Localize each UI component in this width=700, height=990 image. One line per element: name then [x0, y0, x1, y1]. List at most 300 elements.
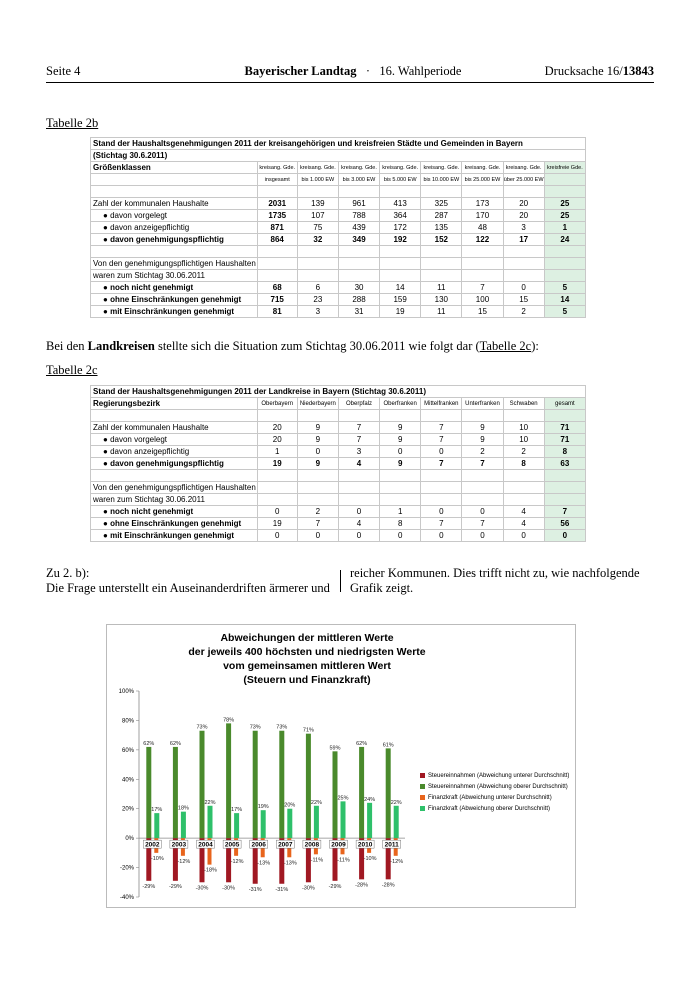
column-subheader: bis 10.000 EW: [421, 174, 462, 186]
cell-value: 130: [421, 294, 462, 306]
row-label-text: mit Einschränkungen genehmigt: [110, 307, 235, 316]
cell-value: 14: [380, 282, 421, 294]
cell-value: 135: [421, 222, 462, 234]
cell-value: 10: [503, 422, 544, 434]
table-2c-link[interactable]: Tabelle 2c: [479, 339, 532, 353]
chart-title-line: (Steuern und Finanzkraft): [243, 674, 371, 686]
data-label: -31%: [275, 886, 289, 893]
bullet-icon: ●: [103, 235, 108, 244]
data-label: -30%: [301, 885, 315, 892]
spacer-cell: [462, 494, 503, 506]
cell-value: 287: [421, 210, 462, 222]
cell-value: 8: [544, 446, 585, 458]
cell-value: 871: [257, 222, 297, 234]
spacer-cell: [421, 270, 462, 282]
spacer-cell: [380, 186, 421, 198]
data-label: -11%: [310, 857, 324, 864]
cell-value: 715: [257, 294, 297, 306]
row-label: [91, 282, 258, 294]
data-label: -28%: [381, 882, 395, 889]
y-tick-label: 100%: [118, 689, 134, 695]
cell-value: 2: [503, 306, 544, 318]
spacer-cell: [462, 258, 503, 270]
cell-value: 0: [257, 530, 297, 542]
bullet-icon: ●: [103, 223, 108, 232]
spacer-cell: [503, 246, 544, 258]
cell-value: 7: [421, 434, 462, 446]
y-tick-label: 20%: [121, 806, 134, 813]
caption-table-2c: Tabelle 2c: [46, 363, 98, 377]
note-text: waren zum Stichtag 30.06.2011: [91, 270, 258, 282]
data-label: 62%: [143, 740, 155, 747]
data-label: -29%: [142, 883, 156, 890]
table-row: [91, 282, 586, 294]
cell-value: 20: [503, 210, 544, 222]
chart-title-line: der jeweils 400 höchsten und niedrigsten Werte: [188, 646, 426, 658]
data-label: 22%: [204, 799, 216, 806]
cell-value: 3: [503, 222, 544, 234]
data-label: -12%: [390, 858, 404, 865]
spacer-cell: [503, 186, 544, 198]
spacer-cell: [421, 246, 462, 258]
legend-label: Steuereinnahmen (Abweichung oberer Durchschnitt): [428, 784, 568, 790]
cell-value: 71: [544, 434, 585, 446]
category-label: 2002: [145, 841, 160, 849]
cell-value: 0: [257, 506, 297, 518]
data-label: -31%: [248, 886, 262, 893]
row-label-text: ohne Einschränkungen genehmigt: [110, 295, 242, 304]
table-row: [91, 294, 586, 306]
bar-steuer-oberer: [253, 731, 258, 838]
bullet-icon: ●: [103, 283, 108, 292]
spacer-cell: [544, 186, 585, 198]
cell-value: 7: [421, 422, 462, 434]
para-text-1: Bei den: [46, 339, 88, 353]
column-subheader: bis 1.000 EW: [297, 174, 338, 186]
bar-steuer-oberer: [279, 731, 284, 838]
bullet-icon: ●: [103, 307, 108, 316]
cell-value: 24: [544, 234, 585, 246]
data-label: 17%: [231, 807, 243, 814]
data-label: -29%: [168, 883, 182, 890]
spacer-cell: [380, 270, 421, 282]
row-label-text: noch nicht genehmigt: [110, 283, 194, 292]
zu2b-left-column: [46, 566, 332, 596]
legend-swatch: [420, 773, 425, 778]
cell-value: 0: [462, 506, 503, 518]
bar-finanz-oberer: [261, 810, 266, 838]
header-center: [198, 64, 508, 79]
column-header: Oberbayern: [257, 398, 297, 410]
cell-value: 2: [297, 506, 338, 518]
paragraph-landkreise: [46, 339, 539, 354]
spacer-cell: [544, 482, 585, 494]
cell-value: 30: [338, 282, 379, 294]
cell-value: 17: [503, 234, 544, 246]
legend-swatch: [420, 795, 425, 800]
row-label: [91, 458, 258, 470]
cell-value: 81: [257, 306, 297, 318]
column-header: gesamt: [544, 398, 585, 410]
para-bold: Landkreisen: [87, 339, 155, 353]
bullet-icon: ●: [103, 447, 108, 456]
category-label: 2007: [278, 841, 293, 849]
zu2b-right-text-2: Grafik zeigt.: [350, 581, 414, 595]
data-label: -10%: [150, 855, 164, 862]
table-title: Stand der Haushaltsgenehmigungen 2011 der Landkreise in Bayern (Stichtag 30.6.2011): [91, 386, 586, 398]
data-label: 17%: [151, 807, 163, 814]
y-tick-label: 0%: [125, 836, 134, 843]
column-header: kreisang. Gde.: [380, 162, 421, 174]
spacer-cell: [338, 470, 379, 482]
cell-value: 0: [380, 446, 421, 458]
cell-value: 1: [380, 506, 421, 518]
cell-value: 170: [462, 210, 503, 222]
cell-value: 7: [462, 458, 503, 470]
bar-finanz-oberer: [287, 809, 292, 838]
row-label-text: davon genehmigungspflichtig: [110, 235, 224, 244]
y-tick-label: 60%: [121, 747, 134, 754]
cell-value: 192: [380, 234, 421, 246]
cell-value: 68: [257, 282, 297, 294]
cell-value: 9: [462, 422, 503, 434]
chart-title-line: Abweichungen der mittleren Werte: [220, 632, 394, 644]
cell-value: 20: [257, 434, 297, 446]
cell-value: 20: [503, 198, 544, 210]
category-label: 2004: [198, 841, 213, 849]
deviation-chart: [106, 624, 576, 908]
column-header: kreisang. Gde.: [338, 162, 379, 174]
spacer-cell: [338, 258, 379, 270]
spacer-cell: [421, 482, 462, 494]
spacer-cell: [380, 246, 421, 258]
caption-table-2b: Tabelle 2b: [46, 116, 99, 130]
cell-value: 349: [338, 234, 379, 246]
header-rule: [46, 82, 654, 83]
cell-value: 0: [421, 530, 462, 542]
cell-value: 8: [503, 458, 544, 470]
category-label: 2006: [251, 841, 266, 849]
spacer-cell: [503, 470, 544, 482]
spacer-cell: [297, 258, 338, 270]
data-label: -30%: [195, 885, 209, 892]
row-label: [91, 294, 258, 306]
cell-value: 9: [462, 434, 503, 446]
cell-value: 15: [503, 294, 544, 306]
cell-value: 11: [421, 282, 462, 294]
cell-value: 23: [297, 294, 338, 306]
cell-value: 14: [544, 294, 585, 306]
cell-value: 0: [503, 282, 544, 294]
spacer-row: [91, 410, 586, 422]
bar-steuer-oberer: [146, 747, 151, 838]
cell-value: 2031: [257, 198, 297, 210]
cell-value: 173: [462, 198, 503, 210]
data-label: 20%: [284, 802, 296, 809]
cell-value: 31: [338, 306, 379, 318]
cell-value: 2: [462, 446, 503, 458]
doc-prefix: Drucksache 16/: [544, 64, 623, 78]
bar-steuer-oberer: [200, 731, 205, 838]
data-label: -13%: [283, 860, 297, 867]
cell-value: 25: [544, 198, 585, 210]
cell-value: 100: [462, 294, 503, 306]
cell-value: 4: [503, 518, 544, 530]
cell-value: 0: [421, 506, 462, 518]
spacer-cell: [503, 494, 544, 506]
cell-value: 48: [462, 222, 503, 234]
table-2b: [90, 137, 586, 318]
spacer-cell: [421, 494, 462, 506]
column-header: kreisang. Gde.: [421, 162, 462, 174]
spacer-row: [91, 246, 586, 258]
spacer-cell: [297, 246, 338, 258]
bullet-icon: ●: [103, 507, 108, 516]
category-label: 2009: [331, 841, 346, 849]
cell-value: 413: [380, 198, 421, 210]
table-header-row: [91, 398, 586, 410]
spacer-cell: [503, 258, 544, 270]
column-header: Mittelfranken: [421, 398, 462, 410]
table-subheader-row: [91, 174, 586, 186]
data-label: 73%: [276, 724, 288, 731]
cell-value: 3: [338, 446, 379, 458]
cell-value: 0: [297, 446, 338, 458]
category-label: 2011: [384, 841, 399, 849]
note-row: [91, 494, 586, 506]
cell-value: 7: [462, 282, 503, 294]
spacer-cell: [338, 494, 379, 506]
spacer-cell: [257, 482, 297, 494]
table-row: [91, 422, 586, 434]
row-label: [91, 198, 258, 210]
cell-value: 9: [297, 422, 338, 434]
cell-value: 172: [380, 222, 421, 234]
spacer-cell: [297, 186, 338, 198]
cell-value: 159: [380, 294, 421, 306]
cell-value: 864: [257, 234, 297, 246]
row-label-text: davon vorgelegt: [110, 435, 168, 444]
spacer-cell: [91, 186, 258, 198]
spacer-cell: [544, 246, 585, 258]
bar-finanz-oberer: [314, 806, 319, 838]
row-label-text: davon vorgelegt: [110, 211, 168, 220]
cell-value: 10: [503, 434, 544, 446]
row-label: [91, 306, 258, 318]
row-label-text: noch nicht genehmigt: [110, 507, 194, 516]
spacer-cell: [544, 258, 585, 270]
spacer-cell: [462, 482, 503, 494]
para-text-2: stellte sich die Situation zum Stichtag 30.06.2011 wie folgt dar (: [154, 339, 480, 353]
spacer-cell: [257, 258, 297, 270]
cell-value: 3: [297, 306, 338, 318]
spacer-cell: [380, 482, 421, 494]
legend-item: [420, 782, 569, 793]
bar-finanz-oberer: [367, 803, 372, 838]
cell-value: 0: [338, 530, 379, 542]
zu2b-right-column: [350, 566, 654, 596]
data-label: 25%: [337, 795, 349, 802]
cell-value: 7: [462, 518, 503, 530]
bar-finanz-oberer: [341, 801, 346, 838]
spacer-cell: [257, 494, 297, 506]
row-label: [91, 222, 258, 234]
group-label: Größenklassen: [91, 162, 258, 174]
cell-value: 961: [338, 198, 379, 210]
cell-value: 0: [462, 530, 503, 542]
table-row: [91, 518, 586, 530]
data-label: 73%: [196, 724, 208, 731]
table-row: [91, 210, 586, 222]
cell-value: 788: [338, 210, 379, 222]
row-label-text: Zahl der kommunalen Haushalte: [93, 199, 209, 208]
spacer-cell: [462, 270, 503, 282]
table-row: [91, 222, 586, 234]
row-label: [91, 518, 258, 530]
spacer-cell: [91, 470, 258, 482]
bullet-icon: ●: [103, 531, 108, 540]
column-header: kreisang. Gde.: [462, 162, 503, 174]
note-row: [91, 270, 586, 282]
column-header: Niederbayern: [297, 398, 338, 410]
row-label: [91, 422, 258, 434]
document-number: [545, 64, 654, 79]
data-label: -18%: [204, 867, 217, 874]
cell-value: 8: [380, 518, 421, 530]
spacer-cell: [462, 246, 503, 258]
cell-value: 9: [380, 422, 421, 434]
cell-value: 1: [544, 222, 585, 234]
y-tick-label: 80%: [121, 718, 134, 725]
row-label: [91, 234, 258, 246]
data-label: 24%: [364, 796, 376, 803]
column-header: kreisang. Gde.: [503, 162, 544, 174]
spacer-cell: [544, 410, 585, 422]
header-separator: ·: [365, 64, 370, 78]
legend-label: Finanzkraft (Abweichung oberer Durchschnitt): [428, 806, 551, 812]
cell-value: 32: [297, 234, 338, 246]
bar-steuer-oberer: [386, 748, 391, 838]
column-subheader: bis 3.000 EW: [338, 174, 379, 186]
legend-label: Steuereinnahmen (Abweichung unterer Durchschnitt): [428, 773, 570, 779]
table-subtitle: (Stichtag 30.6.2011): [91, 150, 586, 162]
table-row: [91, 234, 586, 246]
spacer-cell: [380, 410, 421, 422]
row-label: [91, 506, 258, 518]
bar-steuer-oberer: [359, 747, 364, 838]
spacer-cell: [544, 470, 585, 482]
cell-value: 56: [544, 518, 585, 530]
doc-number: 13843: [622, 64, 654, 78]
table-title-row: [91, 386, 586, 398]
cell-value: 364: [380, 210, 421, 222]
spacer-cell: [338, 186, 379, 198]
note-row: [91, 482, 586, 494]
category-label: 2010: [357, 841, 373, 849]
cell-value: 19: [257, 458, 297, 470]
row-label-text: davon anzeigepflichtig: [110, 223, 190, 232]
bar-finanz-oberer: [154, 813, 159, 838]
cell-value: 19: [380, 306, 421, 318]
spacer-cell: [421, 410, 462, 422]
cell-value: 2: [503, 446, 544, 458]
zu2b-heading: Zu 2. b):: [46, 566, 90, 580]
cell-value: 288: [338, 294, 379, 306]
column-divider: [340, 570, 341, 592]
row-label-text: mit Einschränkungen genehmigt: [110, 531, 235, 540]
column-header: kreisang. Gde.: [257, 162, 297, 174]
column-subheader: bis 25.000 EW: [462, 174, 503, 186]
row-label: [91, 530, 258, 542]
cell-value: 9: [380, 434, 421, 446]
row-label: [91, 434, 258, 446]
spacer-cell: [421, 186, 462, 198]
spacer-cell: [421, 258, 462, 270]
bullet-icon: ●: [103, 295, 108, 304]
data-label: 61%: [382, 742, 394, 749]
bar-steuer-oberer: [226, 723, 231, 838]
data-label: -29%: [328, 883, 342, 890]
cell-value: 1: [257, 446, 297, 458]
cell-value: 15: [462, 306, 503, 318]
chart-legend: [420, 771, 569, 815]
cell-value: 0: [338, 506, 379, 518]
note-text: waren zum Stichtag 30.06.2011: [91, 494, 258, 506]
spacer-cell: [338, 246, 379, 258]
table-title: Stand der Haushaltsgenehmigungen 2011 der kreisangehörigen und kreisfreien Städte und Gemeinden in Bayern: [91, 138, 586, 150]
spacer-cell: [91, 246, 258, 258]
cell-value: 4: [338, 518, 379, 530]
cell-value: 4: [338, 458, 379, 470]
page-number: Seite 4: [46, 64, 81, 78]
cell-value: 75: [297, 222, 338, 234]
bullet-icon: ●: [103, 519, 108, 528]
y-tick-label: -40%: [119, 895, 134, 901]
spacer-cell: [544, 494, 585, 506]
cell-value: 11: [421, 306, 462, 318]
spacer-cell: [380, 470, 421, 482]
spacer-cell: [462, 470, 503, 482]
cell-value: 71: [544, 422, 585, 434]
row-label: [91, 446, 258, 458]
table-row: [91, 530, 586, 542]
spacer-cell: [421, 470, 462, 482]
bullet-icon: ●: [103, 459, 108, 468]
bullet-icon: ●: [103, 211, 108, 220]
spacer-cell: [91, 410, 258, 422]
cell-value: 19: [257, 518, 297, 530]
header-period: 16. Wahlperiode: [379, 64, 462, 78]
bar-finanz-oberer: [394, 806, 399, 838]
cell-value: 1735: [257, 210, 297, 222]
cell-value: 7: [421, 518, 462, 530]
data-label: 62%: [356, 740, 368, 747]
cell-value: 152: [421, 234, 462, 246]
column-subheader: insgesamt: [257, 174, 297, 186]
cell-value: 7: [544, 506, 585, 518]
chart-title-line: vom gemeinsamen mittleren Wert: [223, 660, 391, 672]
spacer-cell: [462, 410, 503, 422]
data-label: -12%: [177, 858, 191, 865]
spacer-cell: [257, 470, 297, 482]
legend-swatch: [420, 806, 425, 811]
note-text: Von den genehmigungspflichtigen Haushalten: [91, 482, 258, 494]
spacer-cell: [462, 186, 503, 198]
column-header: Schwaben: [503, 398, 544, 410]
cell-value: 7: [338, 422, 379, 434]
cell-value: 7: [338, 434, 379, 446]
legend-swatch: [420, 784, 425, 789]
